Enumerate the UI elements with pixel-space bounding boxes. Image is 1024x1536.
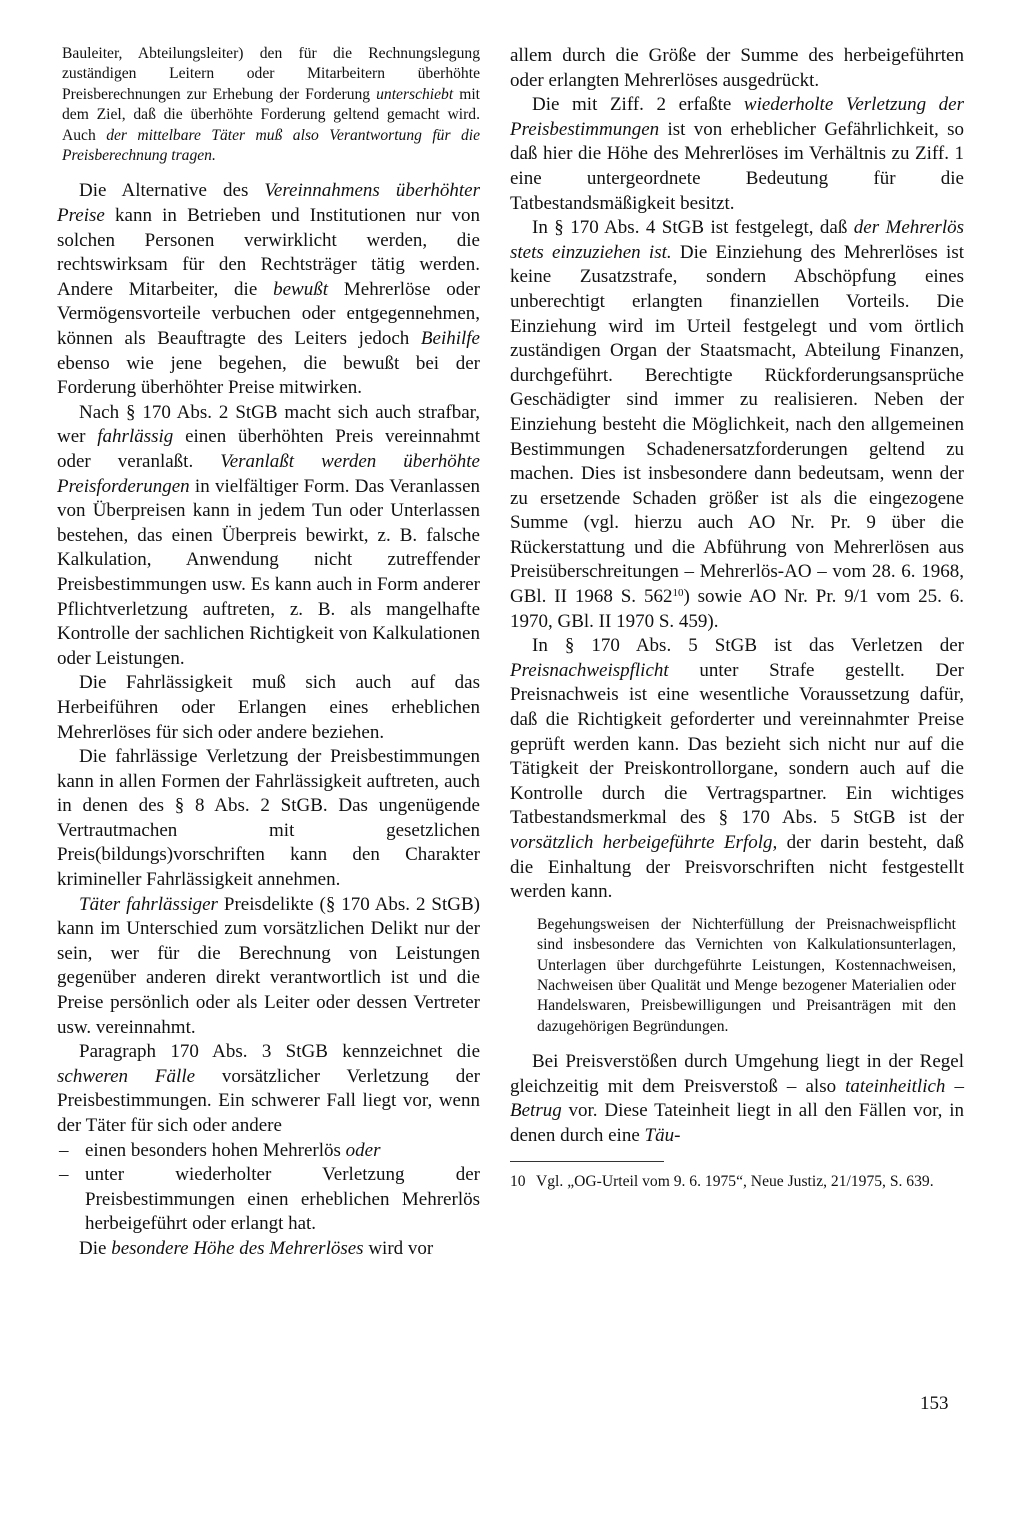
dash-bullet: – [59,1139,69,1161]
text-span: vor. Diese Tateinheit liegt in all den Fällen vor, in denen durch eine [510,1100,964,1146]
paragraph-umgehung [510,1050,964,1148]
text-span: Die Alternative des [79,180,265,202]
footnote-text: Vgl. „OG-Urteil vom 9. 6. 1975“, Neue Justiz, 21/1975, S. 639. [536,1172,934,1190]
dash-list [57,1139,480,1237]
text-span: der darin besteht, daß die Einhaltung der Preisvorschriften nicht festgestellt werden kann. [510,832,964,903]
paragraph-fahrlaessige-verletzung: Die fahrlässige Verletzung der Preisbestimmungen kann in allen Formen der Fahrlässigkeit auftreten, auch in denen des § 8 Abs. 2 StGB. Das ungenügende Vertrautmachen mit gesetzlichen Preis(bildungs)vorschriften kann den Charakter krimineller Fahrlässigkeit annehmen. [57,746,480,891]
paragraph-besondere-hoehe [57,1237,480,1262]
emphasis-text: Täter fahrlässiger [79,893,218,915]
text-span: ) sowie AO Nr. Pr. 9/1 vom 25. 6. 1970, GBl. II 1970 S. 459). [510,586,964,632]
text-span: vorsätzlicher Verletzung der Preisbestimmungen. Ein schwerer Fall liegt vor, wenn der Täter für sich oder andere [57,1065,480,1136]
paragraph-continuation: allem durch die Größe der Summe des herbeigeführten oder erlangten Mehrerlöses ausgedrückt. [510,45,964,91]
emphasis-text: Täu- [644,1125,681,1146]
text-span: ebenso wie jene begehen, die bewußt bei der Forderung überhöhter Preise mitwirken. [57,352,480,399]
text-span: Bei Preisverstößen durch Umgehung liegt in der Regel gleichzeitig mit dem Preisverstoß – also [510,1051,964,1097]
paragraph-fahrlaessigkeit-mehrerloes: Die Fahrlässigkeit muß sich auch auf das Herbeiführen oder Erlangen eines erheblichen Mehrerlöses für sich oder andere beziehen. [57,672,480,743]
paragraph-vereinnahmen [57,179,480,400]
text-span: in vielfältiger Form. Das Veranlassen von Überpreisen kann in jedem Tun oder Unterlassen bestehen, das einen Überpreis bewirkt, z. B. falsche Kalkulation, Anwendung nicht zutreffender Preisbestimmungen usw. Es kann auch in Form anderer Pflichtverletzung auftreten, z. B. als mangelhafte Kontrolle der sachlichen Richtigkeit von Kalkulationen oder Leistungen. [57,475,480,669]
emphasis-text: Veranlaßt werden überhöhte Preisforderungen [57,450,480,497]
text-span: Die Einziehung des Mehrerlöses ist keine Zusatzstrafe, sondern Abschöpfung eines unberechtigt erlangten finanziellen Vorteils. Die Einziehung wird im Urteil festgelegt und vom örtlich zuständigen Organ der Staatsmacht, Abteilung Finanzen, durchgeführt. Berechtigte Rückforderungsansprüche Geschädigter sind immer zu realisieren. Neben der Einziehung besteht die Möglichkeit, nach den allgemeinen Bestimmungen Schadenersatzforderungen geltend zu machen. Dies ist insbesondere dann bedeutsam, wenn der zu ersetzende Schaden größer ist als die eingezogene Summe (vgl. hierzu auch AO Nr. Pr. 9 über die Rückerstattung und die Abführung von Mehrerlösen aus Preisüberschreitungen – Mehrerlös-AO – vom 28. 6. 1968, GBl. II 1968 S. 562 [510,241,964,608]
paragraph-einziehung [510,216,964,634]
left-small-print-paragraph [57,44,480,166]
text-span: In § 170 Abs. 4 StGB ist festgelegt, daß [532,217,854,239]
emphasis-text: Vereinnahmens überhöhter Preise [57,180,480,227]
emphasis-text: Beihilfe [420,328,480,349]
footnote-number: 10 [510,1172,526,1190]
text-span: In § 170 Abs. 5 StGB ist das Verletzen der [532,635,964,657]
text-span: Mehrerlöse oder Vermögensvorteile verbuchen oder entgegennehmen, können als Beauftragte des Leiters jedoch [57,278,480,349]
text-span: Die mit Ziff. 2 erfaßte [532,94,744,116]
emphasis-text: tateinheitlich – Betrug [510,1075,964,1122]
text-span: ist von erheblicher Gefährlichkeit, so daß hier die Höhe des Mehrerlöses im Verhältnis zu Ziff. 1 eine untergeordnete Bedeutung für die Tatbestandsmäßigkeit besitzt. [510,118,964,214]
emphasis-text: vorsätzlich herbeigeführte Erfolg, [510,832,778,853]
footnote-divider [510,1161,664,1162]
footnote [510,1172,964,1192]
dash-bullet: – [59,1164,69,1186]
left-column [57,44,480,1262]
text-span: unter wiederholter Verletzung der Preisbestimmungen einen erheblichen Mehrerlös herbeigeführt oder erlangt hat. [85,1164,480,1235]
text-span: kann in Betrieben und Institutionen nur von solchen Personen verwirklicht werden, die rechtswirksam für den Rechtsträger tätig werden. Andere Mitarbeiter, die [57,205,480,300]
paragraph-wiederholte-verletzung [510,93,964,216]
list-item [57,1163,480,1237]
text-span: einen besonders hohen Mehrerlös [85,1139,346,1161]
text-span: Die [79,1237,112,1259]
text-span: unter Strafe gestellt. Der Preisnachweis ist eine wesentliche Voraussetzung dafür, daß die Richtigkeit geforderter und vereinnahmter Preise geprüft werden kann. Das bezieht sich nicht nur auf die Tätigkeit der Preiskontrollorgane, sondern auch auf die Kontrolle durch die Vertragspartner. Ein wichtiges Tatbestandsmerkmal des § 170 Abs. 5 StGB ist der [510,659,964,829]
emphasis-text: der mittelbare Täter muß also Verantwortung für die Preisberechnung tragen. [62,126,480,165]
paragraph-preisnachweispflicht [510,634,964,905]
emphasis-text: oder [345,1139,381,1161]
emphasis-text: der Mehrerlös stets einzuziehen ist. [510,217,964,263]
text-span: Nach § 170 Abs. 2 StGB macht sich auch strafbar, wer [57,401,480,448]
text-span: Paragraph 170 Abs. 3 StGB kennzeichnet die [79,1041,480,1063]
emphasis-text: bewußt [273,278,329,300]
emphasis-text: schweren Fälle [57,1065,196,1087]
paragraph-taeter-fahrlaessiger [57,893,480,1041]
paragraph-schwere-faelle [57,1040,480,1138]
emphasis-text: besondere Höhe des Mehrerlöses [111,1237,364,1259]
footnote-reference: 10 [672,587,684,600]
page-number: 153 [920,1393,949,1414]
text-span: einen überhöhten Preis vereinnahmt oder veranlaßt. [57,426,480,472]
list-item [57,1139,480,1164]
right-column [510,44,964,1192]
right-small-print-paragraph: Begehungsweisen der Nichterfüllung der Preisnachweispflicht sind insbesondere das Vernichten von Kalkulationsunterlagen, Unterlagen über durchgeführte Leistungen, Kostennachweisen, Nachweisen über Qualität und Menge bezogener Materialien oder Handelswaren, Preisbewilligungen und Preisanträgen mit den dazugehörigen Begründungen. [537,915,956,1035]
emphasis-text: Preisnachweispflicht [510,659,669,681]
text-span: Bauleiter, Abteilungsleiter) den für die Rechnungslegung zuständigen Leitern oder Mitarbeitern überhöhte Preisberechnungen zur Erhebung der Forderung [62,45,480,103]
paragraph-fahrlaessig [57,401,480,672]
text-span: Preisdelikte (§ 170 Abs. 2 StGB) kann im Unterschied zum vorsätzlichen Delikt nur der sein, wer für die Berechnung von Leistungen gegenüber anderen direkt verantwortlich ist und die Preise persönlich oder als Leiter oder dessen Vertreter usw. vereinnahmt. [57,893,480,1038]
emphasis-text: fahrlässig [97,426,174,448]
text-span: wird vor [363,1237,434,1259]
text-span: mit dem Ziel, daß die überhöhte Forderung geltend gemacht wird. Auch [62,85,480,144]
emphasis-text: wiederholte Verletzung der Preisbestimmungen [510,94,964,140]
emphasis-text: unterschiebt [376,85,454,103]
